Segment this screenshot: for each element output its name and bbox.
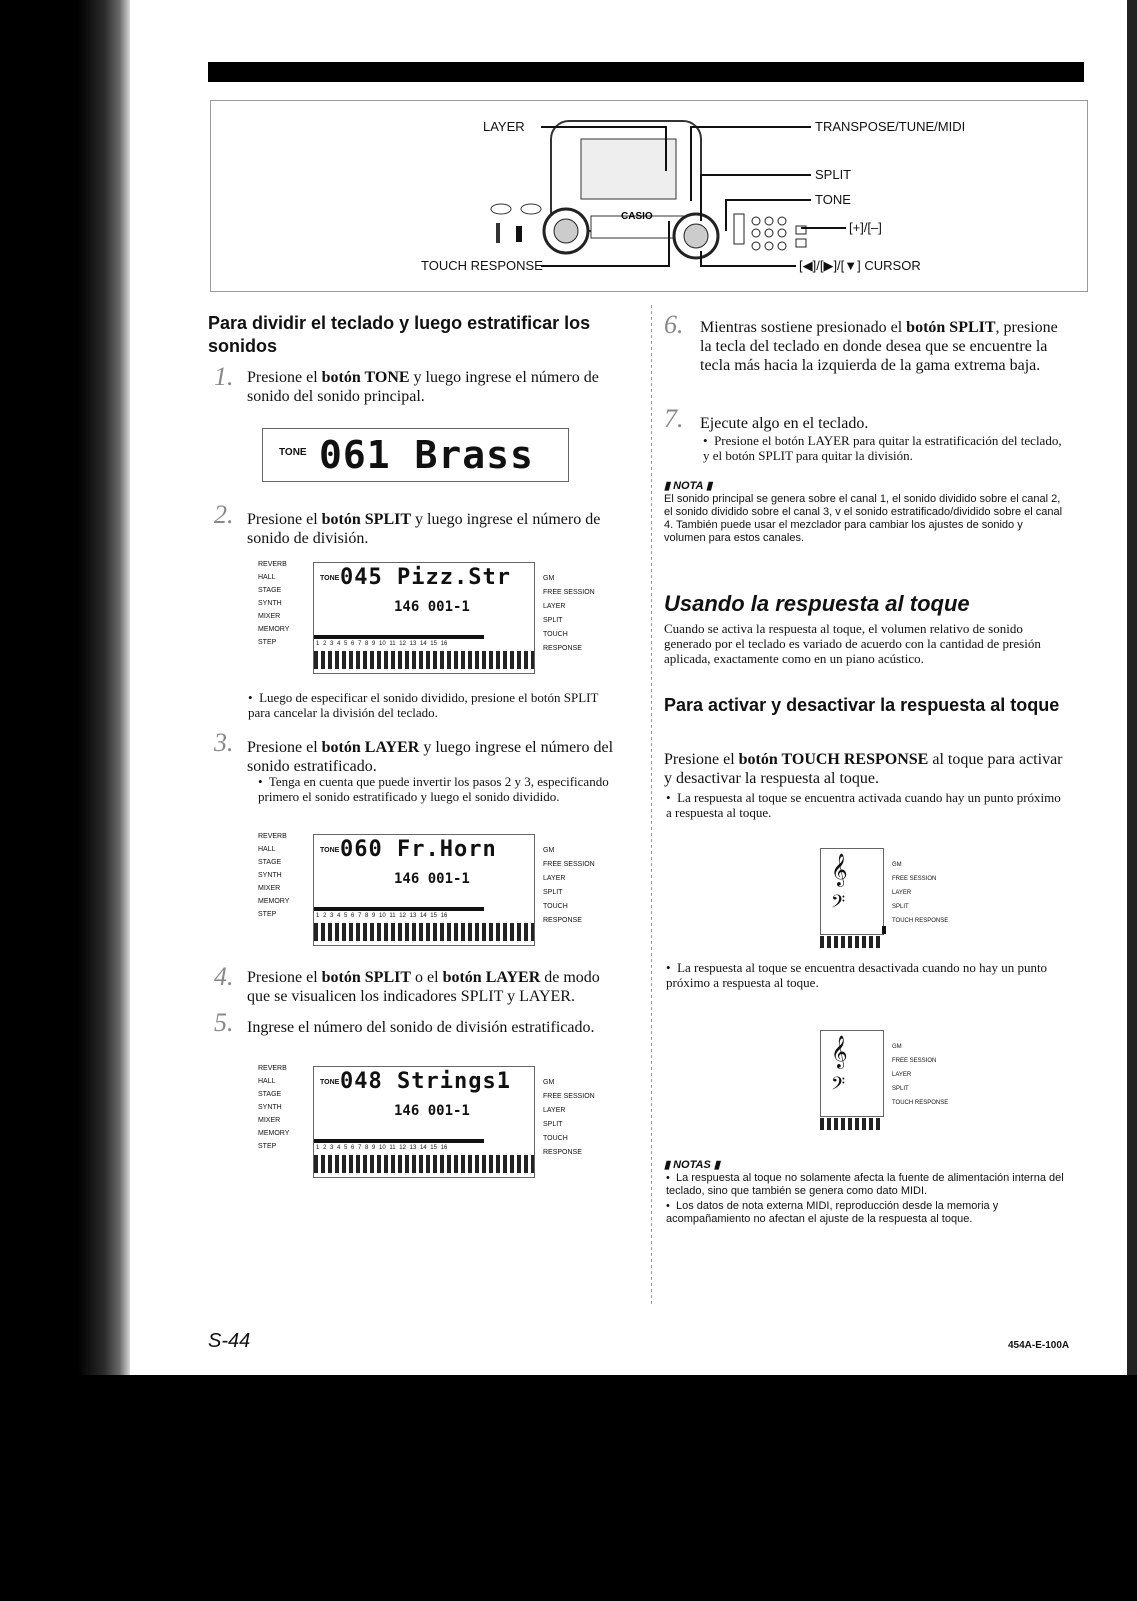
transpose-leader bbox=[691, 127, 811, 201]
section-title-touch: Usando la respuesta al toque bbox=[664, 591, 970, 616]
keyboard-illustration bbox=[210, 100, 1088, 292]
label-transpose: TRANSPOSE/TUNE/MIDI bbox=[815, 119, 966, 134]
step-6-text: Mientras sostiene presionado el botón SPLIT, presione la tecla del teclado en donde desea que se encuentre la tecla más hacia la izquierda de la gama extrema baja. bbox=[700, 319, 1058, 374]
lcd-tone-text: 061 Brass bbox=[319, 433, 534, 477]
lcd-measure: 146 001-1 bbox=[394, 1103, 470, 1119]
slider-icon bbox=[496, 223, 500, 243]
notas-item-2: • Los datos de nota externa MIDI, reproducción desde la memoria y acompañamiento no afectan el ajuste de la respuesta al toque. bbox=[666, 1200, 999, 1225]
lcd-tone-name: 048 Strings1 bbox=[340, 1069, 511, 1094]
sub-heading-toggle: Para activar y desactivar la respuesta al toque bbox=[664, 695, 1060, 715]
step-number: 7. bbox=[664, 404, 684, 433]
mini-lcd-touch-on: 𝄞 𝄢 GM FREE SESSION LAYER SPLIT TOUCH RESPONSE bbox=[820, 848, 950, 948]
lcd-screen: TONE 060 Fr.Horn 146 001-1 1 2 3 4 5 6 7 8 9 10 11 12 13 14 15 16 bbox=[313, 834, 535, 946]
split-leader bbox=[701, 175, 811, 221]
nota-text: El sonido principal se genera sobre el canal 1, el sonido dividido sobre el canal 2, el sonido dividido sobre el canal 3, v el sonido estratificado/dividido sobre el canal 4. También puede usar el mezclador para cambiar los ajustes de sonido y volumen para estos canales. bbox=[664, 493, 1063, 544]
button-dot bbox=[778, 217, 786, 225]
button-dot bbox=[778, 242, 786, 250]
button-dot bbox=[752, 242, 760, 250]
button-dot bbox=[765, 217, 773, 225]
bullet-invert: • Tenga en cuenta que puede invertir los pasos 2 y 3, especificando primero el sonido estratificado y luego el sonido dividido. bbox=[258, 774, 609, 804]
column-divider bbox=[651, 305, 652, 1305]
press-touch-text: Presione el botón TOUCH RESPONSE al toque para activar y desactivar la respuesta al toque. bbox=[664, 751, 1063, 787]
step-number: 2. bbox=[214, 500, 234, 529]
step-7-text: Ejecute algo en el teclado. bbox=[700, 415, 869, 432]
lcd-bar bbox=[314, 635, 484, 639]
lcd-split-display bbox=[258, 558, 598, 678]
bullet-remove-layer: • Presione el botón LAYER para quitar la estratificación del teclado, y el botón SPLIT para quitar la división. bbox=[703, 433, 1062, 463]
mini-lcd-touch-off: 𝄞 𝄢 GM FREE SESSION LAYER SPLIT TOUCH RESPONSE bbox=[820, 1030, 950, 1130]
lcd-screen: TONE 045 Pizz.Str 146 001-1 1 2 3 4 5 6 7 8 9 10 11 12 13 14 15 16 bbox=[313, 562, 535, 674]
knob-icon-2 bbox=[521, 204, 541, 214]
lcd-tone-name: 045 Pizz.Str bbox=[340, 565, 511, 590]
lcd-tone-display bbox=[262, 428, 569, 482]
lcd-measure: 146 001-1 bbox=[394, 871, 470, 887]
bass-clef-icon: 𝄢 bbox=[831, 891, 846, 916]
scan-bottom-edge bbox=[0, 1375, 1137, 1601]
touch-indicator-dot bbox=[882, 926, 886, 934]
casio-logo: CASIO bbox=[621, 211, 653, 222]
touch-response-button-icon bbox=[516, 226, 522, 242]
step-5-text: Ingrese el número del sonido de división estratificado. bbox=[247, 1019, 595, 1036]
button-rect bbox=[796, 239, 806, 247]
step-number: 5. bbox=[214, 1008, 234, 1037]
notas-item-1: • La respuesta al toque no solamente afecta la fuente de alimentación interna del teclado, sino que también se genera como dato MIDI. bbox=[666, 1172, 1064, 1197]
cursor-leader bbox=[701, 251, 796, 266]
doc-code: 454A-E-100A bbox=[1008, 1340, 1070, 1351]
lcd-tone-name: 060 Fr.Horn bbox=[340, 837, 497, 862]
scan-right-edge bbox=[1127, 0, 1137, 1601]
step-3-text: Presione el botón LAYER y luego ingrese el número del sonido estratificado. bbox=[247, 739, 614, 775]
step-number: 6. bbox=[664, 310, 684, 339]
tone-button-icon bbox=[734, 214, 744, 244]
label-tone: TONE bbox=[815, 192, 851, 207]
scan-left-edge bbox=[0, 0, 130, 1601]
nota-title: ▮ NOTA ▮ bbox=[664, 480, 713, 492]
right-dial-center bbox=[684, 224, 708, 248]
lcd-measure: 146 001-1 bbox=[394, 599, 470, 615]
lcd-screen-icon bbox=[581, 139, 676, 199]
label-cursor: [◀]/[▶]/[▼] CURSOR bbox=[799, 258, 921, 273]
step-number: 3. bbox=[214, 728, 234, 757]
section-heading-split-layer: Para dividir el teclado y luego estratificar los sonidos bbox=[208, 313, 591, 356]
button-dot bbox=[765, 242, 773, 250]
button-dot bbox=[752, 229, 760, 237]
treble-clef-icon: 𝄞 bbox=[831, 1037, 848, 1068]
label-touch-response: TOUCH RESPONSE bbox=[421, 258, 543, 273]
bass-clef-icon: 𝄢 bbox=[831, 1073, 846, 1098]
bullet-touch-on: • La respuesta al toque se encuentra activada cuando hay un punto próximo a respuesta al toque. bbox=[666, 790, 1061, 820]
step-number: 4. bbox=[214, 962, 234, 991]
notas-title: ▮ NOTAS ▮ bbox=[664, 1159, 720, 1171]
step-1-text: Presione el botón TONE y luego ingrese el número de sonido del sonido principal. bbox=[247, 369, 599, 405]
lcd-keys bbox=[314, 651, 534, 669]
left-dial-center bbox=[554, 219, 578, 243]
lcd-left-labels: REVERB HALL STAGE SYNTH MIXER MEMORY STEP bbox=[258, 561, 290, 646]
button-dot bbox=[752, 217, 760, 225]
knob-icon bbox=[491, 204, 511, 214]
section-intro: Cuando se activa la respuesta al toque, el volumen relativo de sonido generado por el teclado es variado de acuerdo con la cantidad de presión aplicada, exactamente como en un piano acústico. bbox=[664, 621, 1041, 666]
header-bar bbox=[208, 62, 1084, 82]
step-number: 1. bbox=[214, 362, 234, 391]
lcd-layer-display: REVERB HALL STAGE SYNTH MIXER MEMORY STEP TONE 060 Fr.Horn 146 001-1 1 2 3 4 5 6 7 8 9 10 11 12 13 14 15 16 GM FREE SESSION LAYER SPLIT TOUCH RESPONSE bbox=[258, 830, 598, 950]
button-dot bbox=[765, 229, 773, 237]
treble-clef-icon: 𝄞 bbox=[831, 855, 848, 886]
page-number: S-44 bbox=[208, 1330, 251, 1352]
lcd-split-layer-display: REVERB HALL STAGE SYNTH MIXER MEMORY STEP TONE 048 Strings1 146 001-1 1 2 3 4 5 6 7 8 9 10 11 12 13 14 15 16 GM FREE SESSION LAYER SPLIT TOUCH RESPONSE bbox=[258, 1062, 598, 1182]
label-split: SPLIT bbox=[815, 167, 852, 182]
lcd-right-labels: GM FREE SESSION LAYER SPLIT TOUCH RESPONSE bbox=[543, 575, 595, 652]
label-layer: LAYER bbox=[483, 119, 525, 134]
lcd-tone-label: TONE bbox=[279, 447, 307, 458]
step-4-text: Presione el botón SPLIT o el botón LAYER de modo que se visualicen los indicadores SPLIT y LAYER. bbox=[247, 969, 600, 1005]
bullet-split-cancel: • Luego de especificar el sonido dividido, presione el botón SPLIT para cancelar la división del teclado. bbox=[248, 690, 599, 720]
label-plusminus: [+]/[–] bbox=[849, 220, 882, 235]
step-2-text: Presione el botón SPLIT y luego ingrese el número de sonido de división. bbox=[247, 511, 601, 547]
bullet-touch-off: • La respuesta al toque se encuentra desactivada cuando no hay un punto próximo a respuesta al toque. bbox=[666, 960, 1048, 990]
button-dot bbox=[778, 229, 786, 237]
lcd-screen: TONE 048 Strings1 146 001-1 1 2 3 4 5 6 7 8 9 10 11 12 13 14 15 16 bbox=[313, 1066, 535, 1178]
